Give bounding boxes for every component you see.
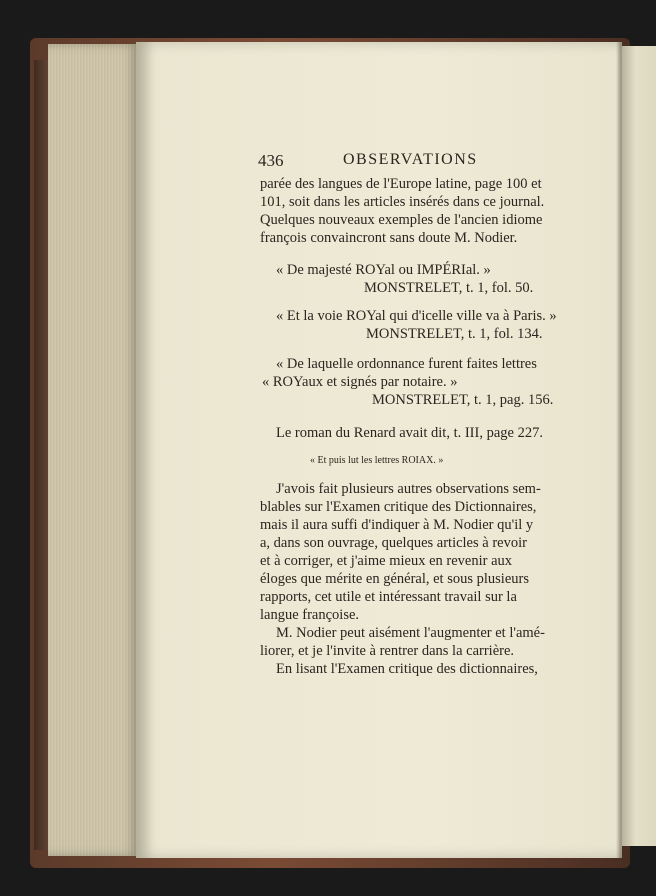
quote-1-text: « De majesté ROYal ou IMPÉRIal. » [276,262,491,278]
running-header: OBSERVATIONS [343,151,478,168]
quote-3-source: MONSTRELET, t. 1, pag. 156. [372,392,554,408]
renard-line: Le roman du Renard avait dit, t. III, page 227. [276,425,543,441]
paragraph2-line: mais il aura suffi d'indiquer à M. Nodier qu'il y [260,517,534,533]
paragraph2-line: éloges que mérite en général, et sous plusieurs [260,571,529,587]
paragraph2-line: rapports, cet utile et intéressant travail sur la [260,589,517,605]
paragraph1-line: françois convaincront sans doute M. Nodier. [260,230,518,246]
right-page-edge [622,46,656,846]
page-stack-edges [48,44,140,856]
paragraph2-line: a, dans son ouvrage, quelques articles à revoir [260,535,527,551]
paragraph2-line: et à corriger, et j'aime mieux en revenir aux [260,553,513,569]
paragraph2-line: langue françoise. [260,607,360,623]
paragraph2-line: J'avois fait plusieurs autres observations sem- [276,481,541,497]
paragraph4-line: En lisant l'Examen critique des dictionnaires, [276,661,538,677]
paragraph1-line: parée des langues de l'Europe latine, page 100 et [260,176,542,192]
renard-note: « Et puis lut les lettres ROIAX. » [310,455,444,466]
quote-1-source: MONSTRELET, t. 1, fol. 50. [364,280,534,296]
quote-3-text-line1: « De laquelle ordonnance furent faites lettres [276,356,537,372]
page-number: 436 [258,151,284,170]
paragraph3-line: M. Nodier peut aisément l'augmenter et l'amé- [276,625,545,641]
quote-2-source: MONSTRELET, t. 1, fol. 134. [366,326,543,342]
paragraph3-line: liorer, et je l'invite à rentrer dans la carrière. [260,643,515,659]
quote-3-text-line2: « ROYaux et signés par notaire. » [262,374,458,390]
paragraph1-line: Quelques nouveaux exemples de l'ancien idiome [260,212,543,228]
paragraph1-line: 101, soit dans les articles insérés dans ce journal. [260,194,545,210]
quote-2-text: « Et la voie ROYal qui d'icelle ville va à Paris. » [276,308,557,324]
paragraph2-line: blables sur l'Examen critique des Dictionnaires, [260,499,537,515]
